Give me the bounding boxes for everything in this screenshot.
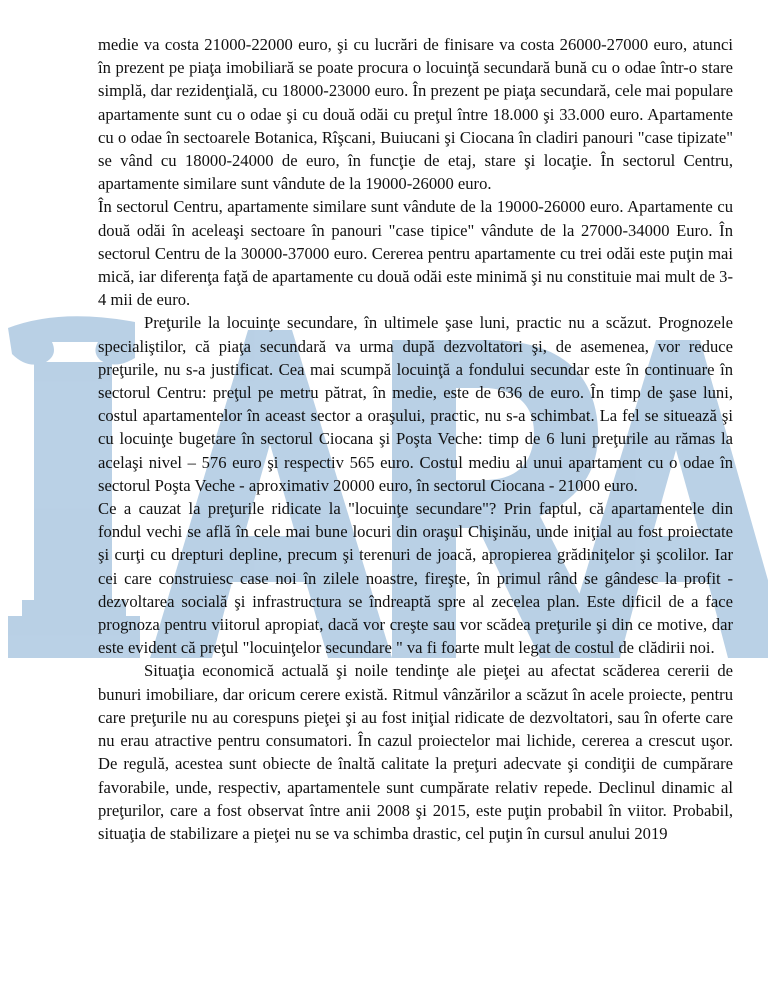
- paragraph-4: Ce a cauzat la preţurile ridicate la "locuinţe secundare"? Prin faptul, că apartamentele din fondul vechi se află în cele mai bune locuri din oraşul Chişinău, unde iniţial au fost proiectate şi curţi cu drepturi depline, precum şi terenuri de joacă, apropierea grădiniţelor şi şcolilor. Iar cei care construiesc case noi în zilele noastre, fireşte, în primul rând se gândesc la profit - dezvoltarea socială şi infrastructura se îndreaptă spre al zecelea plan. Este dificil de a face prognoza pentru viitorul apropiat, dacă vor creşte sau vor scădea preţurile şi din ce motive, dar este evident că preţul "locuinţelor secundare " va fi foarte mult legat de costul de clădirii noi.: [98, 499, 733, 658]
- paragraph-2: În sectorul Centru, apartamente similare sunt vândute de la 19000-26000 euro. Apartamente cu două odăi în aceleaşi sectoare în panouri "case tipice" vândute de la 27000-34000 Euro. În sectorul Centru de la 30000-37000 euro. Cererea pentru apartamente cu trei odăi este puţin mai mică, iar diferenţa faţă de apartamente cu două odăi este minimă şi nu constituie mai mult de 3-4 mii de euro.: [98, 197, 733, 310]
- paragraph-1: medie va costa 21000-22000 euro, şi cu lucrări de finisare va costa 26000-27000 euro, atunci în prezent pe piaţa imobiliară se poate procura o locuinţă secundară bună cu o odae într-o stare simplă, dar rezidenţială, cu 18000-23000 euro. În prezent pe piaţa secundară, cele mai populare apartamente sunt cu o odae şi cu două odăi cu preţul între 18.000 şi 33.000 euro. Apartamente cu o odae în sectoarele Botanica, Rîşcani, Buiucani şi Ciocana în cladiri panouri "case tipizate" se vând cu 18000-24000 de euro, în funcţie de etaj, stare şi locaţie. În sectorul Centru, apartamente similare sunt vândute de la 19000-26000 euro.: [98, 35, 733, 194]
- paragraph-5: Situaţia economică actuală şi noile tendinţe ale pieţei au afectat scăderea cererii de bunuri imobiliare, dar oricum cerere există. Ritmul vânzărilor a scăzut în acele proiecte, pentru care preţurile nu au corespuns pieţei şi au fost iniţial ridicate de dezvoltatori, sau în oferte care nu erau atractive pentru consumatori. În cazul proiectelor mai lichide, cererea a crescut uşor. De regulă, acestea sunt obiecte de înaltă calitate la preţuri adecvate şi condiţii de cumpărare favorabile, unde, respectiv, apartamentele sunt cumpărate relativ repede. Declinul dinamic al preţurilor, care a fost observat între anii 2008 şi 2015, este puţin probabil în viitor. Probabil, situaţia de stabilizare a pieţei nu se va schimba drastic, cel puţin în cursul anului 2019: [98, 661, 733, 843]
- document-body: [98, 33, 733, 845]
- paragraph-3: Preţurile la locuinţe secundare, în ultimele şase luni, practic nu a scăzut. Prognozele specialiştilor, că piaţa secundară va urma după dezvoltatori şi, de asemenea, vor reduce preţurile, nu s-a justificat. Cea mai scumpă locuinţă a fondului secundar este în continuare în sectorul Centru: preţul pe metru pătrat, în medie, este de 636 de euro. În timp de şase luni, costul apartamentelor în aceast sector a oraşului, practic, nu s-a schimbat. La fel se situează şi cu locuinţe bugetare în sectorul Ciocana şi Poşta Veche: timp de 6 luni preţurile au rămas la acelaşi nivel – 576 euro şi respectiv 565 euro. Costul mediu al unui apartament cu o odae în sectorul Poşta Veche - aproximativ 20000 euro, în sectorul Ciocana - 21000 euro.: [98, 313, 733, 495]
